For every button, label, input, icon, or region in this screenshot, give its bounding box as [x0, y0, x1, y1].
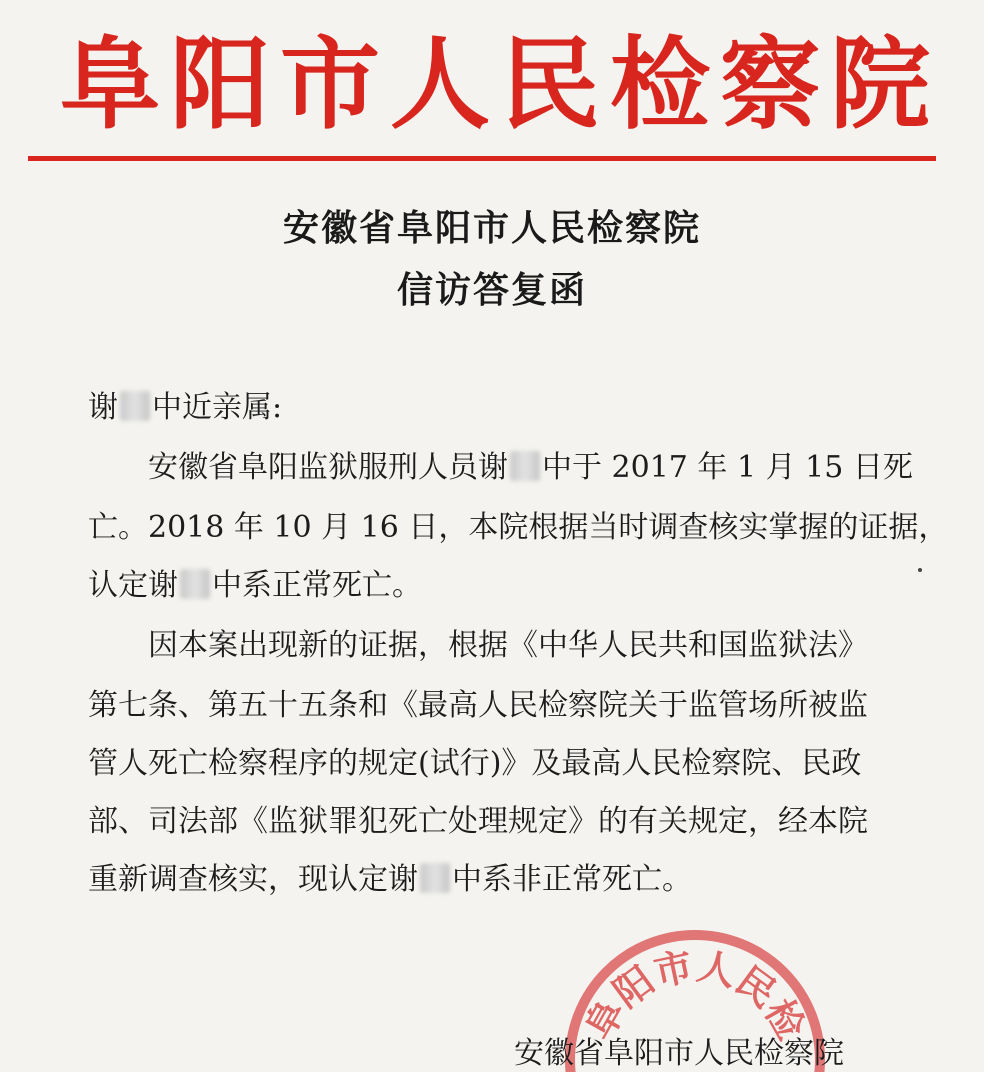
para1-line2: 亡。2018 年 10 月 16 日，本院根据当时调查核实掌握的证据， — [88, 510, 949, 545]
salutation-before: 谢 — [88, 390, 118, 425]
salutation — [88, 388, 282, 428]
para2-line5-after: 中系非正常死亡。 — [452, 862, 692, 897]
masthead-char: 人 — [390, 26, 490, 143]
salutation-after: 中近亲属: — [152, 390, 283, 425]
masthead-char: 察 — [720, 26, 820, 143]
masthead-char: 民 — [500, 26, 600, 143]
para1-line1-after: 中于 2017 年 1 月 15 日死 — [542, 450, 913, 485]
document-title-line2: 信访答复函 — [396, 270, 587, 311]
redacted-name — [180, 569, 210, 599]
masthead-char: 院 — [830, 26, 930, 143]
para1-line3-before: 认定谢 — [88, 568, 178, 603]
para2-line3: 管人死亡检察程序的规定(试行)》及最高人民检察院、民政 — [88, 746, 862, 781]
masthead-char: 阜 — [60, 26, 160, 143]
para1-line3 — [88, 566, 422, 606]
document-title-line1: 安徽省阜阳市人民检察院 — [282, 208, 701, 249]
masthead-char: 市 — [280, 26, 380, 143]
para1-line1 — [148, 448, 913, 488]
para1-line3-after: 中系正常死亡。 — [212, 568, 422, 603]
seal-text: 阜阳市人民检 — [576, 943, 814, 1047]
para2-line5-before: 重新调查核实，现认定谢 — [88, 862, 418, 897]
redacted-name — [420, 863, 450, 893]
masthead-char: 阳 — [170, 26, 270, 143]
para1-line1-before: 安徽省阜阳监狱服刑人员谢 — [148, 450, 508, 485]
para2-line2: 第七条、第五十五条和《最高人民检察院关于监管场所被监 — [88, 688, 868, 723]
masthead-divider — [28, 156, 936, 161]
signature-organization: 安徽省阜阳市人民检察院 — [514, 1036, 844, 1071]
masthead-char: 检 — [610, 26, 710, 143]
redacted-name — [510, 451, 540, 481]
masthead-title — [60, 26, 930, 143]
para2-line4: 部、司法部《监狱罪犯死亡处理规定》的有关规定，经本院 — [88, 804, 868, 839]
redacted-name — [120, 391, 150, 421]
scan-speck — [918, 568, 922, 572]
para2-line5 — [88, 860, 692, 900]
para2-line1: 因本案出现新的证据，根据《中华人民共和国监狱法》 — [148, 628, 868, 663]
